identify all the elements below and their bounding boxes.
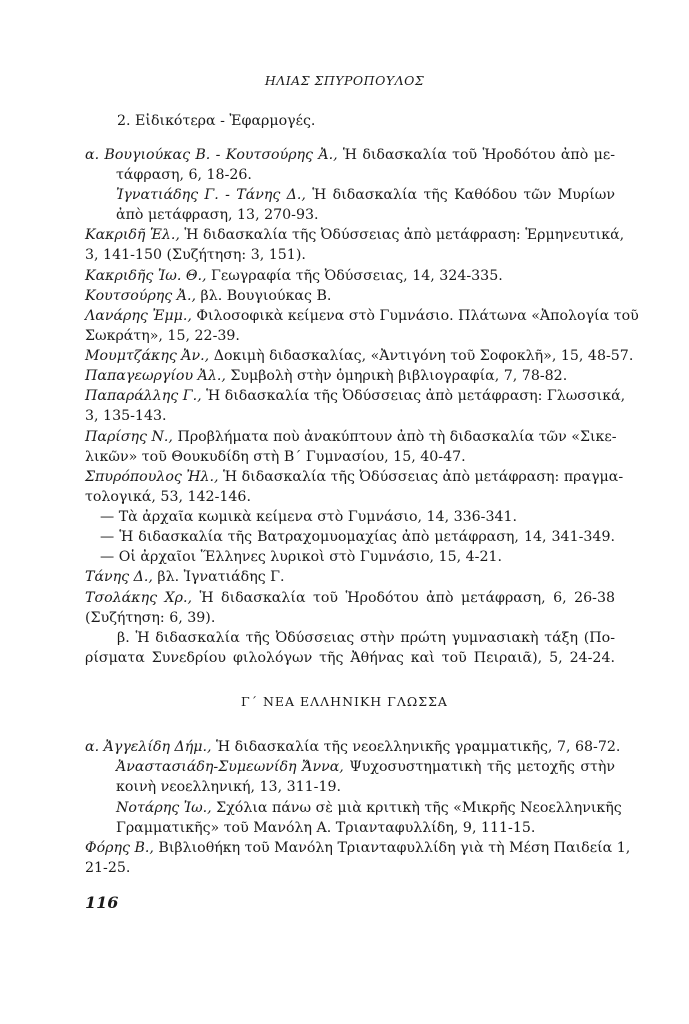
entry-text: Ἡ διδασκαλία τῆς Ὀδύσσειας ἀπὸ μετάφραση: πραγμα- (218, 469, 624, 485)
bib-line (116, 185, 615, 205)
entry-text: ρίσματα Συνεδρίου φιλολόγων τῆς Ἀθήνας καὶ τοῦ Πειραιᾶ), 5, 24-24. (85, 650, 615, 666)
bib-line (85, 487, 615, 507)
entry-author: Κακριδῆ Ἑλ., (85, 227, 180, 243)
entry-text: Ἡ διδασκαλία τοῦ Ἡροδότου ἀπὸ με- (337, 147, 615, 163)
entry-text: Σχόλια πάνω σὲ μιὰ κριτικὴ τῆς «Μικρῆς Νεοελληνικῆς (211, 800, 622, 816)
bib-line (116, 165, 646, 185)
entry-text: 3, 141-150 (Συζήτηση: 3, 151). (85, 247, 306, 263)
bib-line (116, 757, 615, 777)
entry-text: Γραμματικῆς» τοῦ Μανόλη Α. Τριανταφυλλίδη, 9, 111-15. (116, 820, 536, 836)
entry-text: Ἡ διδασκαλία τοῦ Ἡροδότου ἀπὸ μετάφραση, 6, 26-38 (191, 590, 615, 606)
entry-text: β. Ἡ διδασκαλία τῆς Ὀδύσσειας στὴν πρώτη γυμνασιακὴ τάξη (Πο- (117, 630, 615, 646)
entry-text: (Συζήτηση: 6, 39). (85, 610, 216, 626)
entry-text: βλ. Ἰγνατιάδης Γ. (152, 569, 285, 585)
entry-author: Παρίσης Ν., (85, 429, 173, 445)
bib-line (85, 366, 615, 386)
bib-line (85, 326, 615, 346)
entry-author: Νοτάρης Ἰω., (116, 800, 212, 816)
bib-line (85, 346, 634, 366)
bib-line (85, 306, 639, 326)
entry-text: — Ἡ διδασκαλία τῆς Βατραχομυομαχίας ἀπὸ μετάφραση, 14, 341-349. (100, 529, 615, 545)
bib-line (116, 777, 646, 797)
bib-line (85, 858, 615, 878)
entry-author: Κακριδῆς Ἰω. Θ., (85, 268, 207, 284)
entry-text: Ἡ διδασκαλία τῆς νεοελληνικῆς γραμματικῆς, 7, 68-72. (211, 739, 621, 755)
bib-line (85, 145, 615, 165)
entry-text: ἀπὸ μετάφραση, 13, 270-93. (116, 207, 319, 223)
bib-line (100, 547, 630, 567)
bib-line (116, 818, 646, 838)
entry-text: λικῶν» τοῦ Θουκυδίδη στὴ Β΄ Γυμνασίου, 15, 40-47. (85, 449, 466, 465)
bib-line (85, 386, 626, 406)
entry-text: τάφραση, 6, 18-26. (116, 167, 252, 183)
entry-author: Τσολάκης Χρ., (85, 590, 192, 606)
bib-line (117, 628, 615, 648)
entry-text: τολογικά, 53, 142-146. (85, 489, 251, 505)
entry-text: Γεωγραφία τῆς Ὀδύσσειας, 14, 324-335. (206, 268, 503, 284)
entry-author: Παπαράλλης Γ., (85, 388, 202, 404)
bib-line (85, 266, 615, 286)
bib-line (85, 406, 615, 426)
entry-text: 21-25. (85, 860, 131, 876)
bib-line (85, 427, 615, 447)
entry-text: Ἡ διδασκαλία τῆς Καθόδου τῶν Μυρίων (305, 187, 616, 203)
entry-author: Κουτσούρης Ἀ., (85, 288, 197, 304)
bib-line (85, 467, 624, 487)
entry-text: — Οἱ ἀρχαῖοι Ἕλληνες λυρικοὶ στὸ Γυμνάσιο, 15, 4-21. (100, 549, 503, 565)
entry-text: βλ. Βουγιούκας Β. (196, 288, 332, 304)
entry-text: Φιλοσοφικὰ κείμενα στὸ Γυμνάσιο. Πλάτωνα «Ἀπολογία τοῦ (191, 308, 639, 324)
entry-author: α. Ἀγγελίδη Δήμ., (85, 739, 212, 755)
bib-line (85, 648, 615, 668)
bib-line (116, 798, 622, 818)
bib-line (100, 507, 630, 527)
entry-author: Σπυρόπουλος Ἠλ., (85, 469, 219, 485)
entry-text: Ἡ διδασκαλία τῆς Ὀδύσσειας ἀπὸ μετάφραση: Ἑρμηνευτικά, (179, 227, 625, 243)
entry-text: Ἡ διδασκαλία τῆς Ὀδύσσειας ἀπὸ μετάφραση: Γλωσσικά, (201, 388, 626, 404)
entry-author: Λανάρης Ἐμμ., (85, 308, 192, 324)
entry-author: Ἀναστασιάδη-Συμεωνίδη Ἄννα, (116, 759, 344, 775)
running-head: ΗΛΙΑΣ ΣΠΥΡΟΠΟΥΛΟΣ (264, 73, 425, 88)
bib-line (85, 608, 615, 628)
entry-text: Ψυχοσυστηματικὴ τῆς μετοχῆς στὴν (343, 759, 616, 775)
page-number: 116 (85, 893, 119, 912)
bib-line (85, 286, 615, 306)
bib-line (85, 588, 615, 608)
bib-line (85, 225, 625, 245)
entry-author: Μουμτζάκης Ἀν., (85, 348, 210, 364)
bib-line (116, 205, 646, 225)
subsection-heading: 2. Εἰδικότερα - Ἐφαρμογές. (117, 113, 316, 129)
bib-line (85, 838, 631, 858)
bib-line (85, 567, 615, 587)
entry-author: α. Βουγιούκας Β. - Κουτσούρης Ἀ., (85, 147, 338, 163)
entry-author: Τάνης Δ., (85, 569, 153, 585)
entry-author: Παπαγεωργίου Ἀλ., (85, 368, 226, 384)
bib-line (100, 527, 615, 547)
entry-text: 3, 135-143. (85, 408, 167, 424)
entry-text: Προβλήματα ποὺ ἀνακύπτουν ἀπὸ τὴ διδασκαλία τῶν «Σικε- (172, 429, 617, 445)
entry-text: Βιβλιοθήκη τοῦ Μανόλη Τριανταφυλλίδη γιὰ τὴ Μέση Παιδεία 1, (153, 840, 631, 856)
bib-line (85, 245, 615, 265)
bib-line (85, 737, 621, 757)
bib-line (85, 447, 615, 467)
entry-text: Συμβολὴ στὴν ὁμηρικὴ βιβλιογραφία, 7, 78-82. (225, 368, 568, 384)
entry-text: — Τὰ ἀρχαῖα κωμικὰ κείμενα στὸ Γυμνάσιο, 14, 336-341. (100, 509, 518, 525)
entry-author: Ἰγνατιάδης Γ. - Τάνης Δ., (116, 187, 306, 203)
entry-text: κοινὴ νεοελληνική, 13, 311-19. (116, 779, 342, 795)
entry-text: Σωκράτη», 15, 22-39. (85, 328, 240, 344)
entry-text: Δοκιμὴ διδασκαλίας, «Ἀντιγόνη τοῦ Σοφοκλῆ», 15, 48-57. (209, 348, 634, 364)
section-title: Γ΄ ΝΕΑ ΕΛΛΗΝΙΚΗ ΓΛΩΣΣΑ (241, 694, 448, 709)
entry-author: Φόρης Β., (85, 840, 154, 856)
